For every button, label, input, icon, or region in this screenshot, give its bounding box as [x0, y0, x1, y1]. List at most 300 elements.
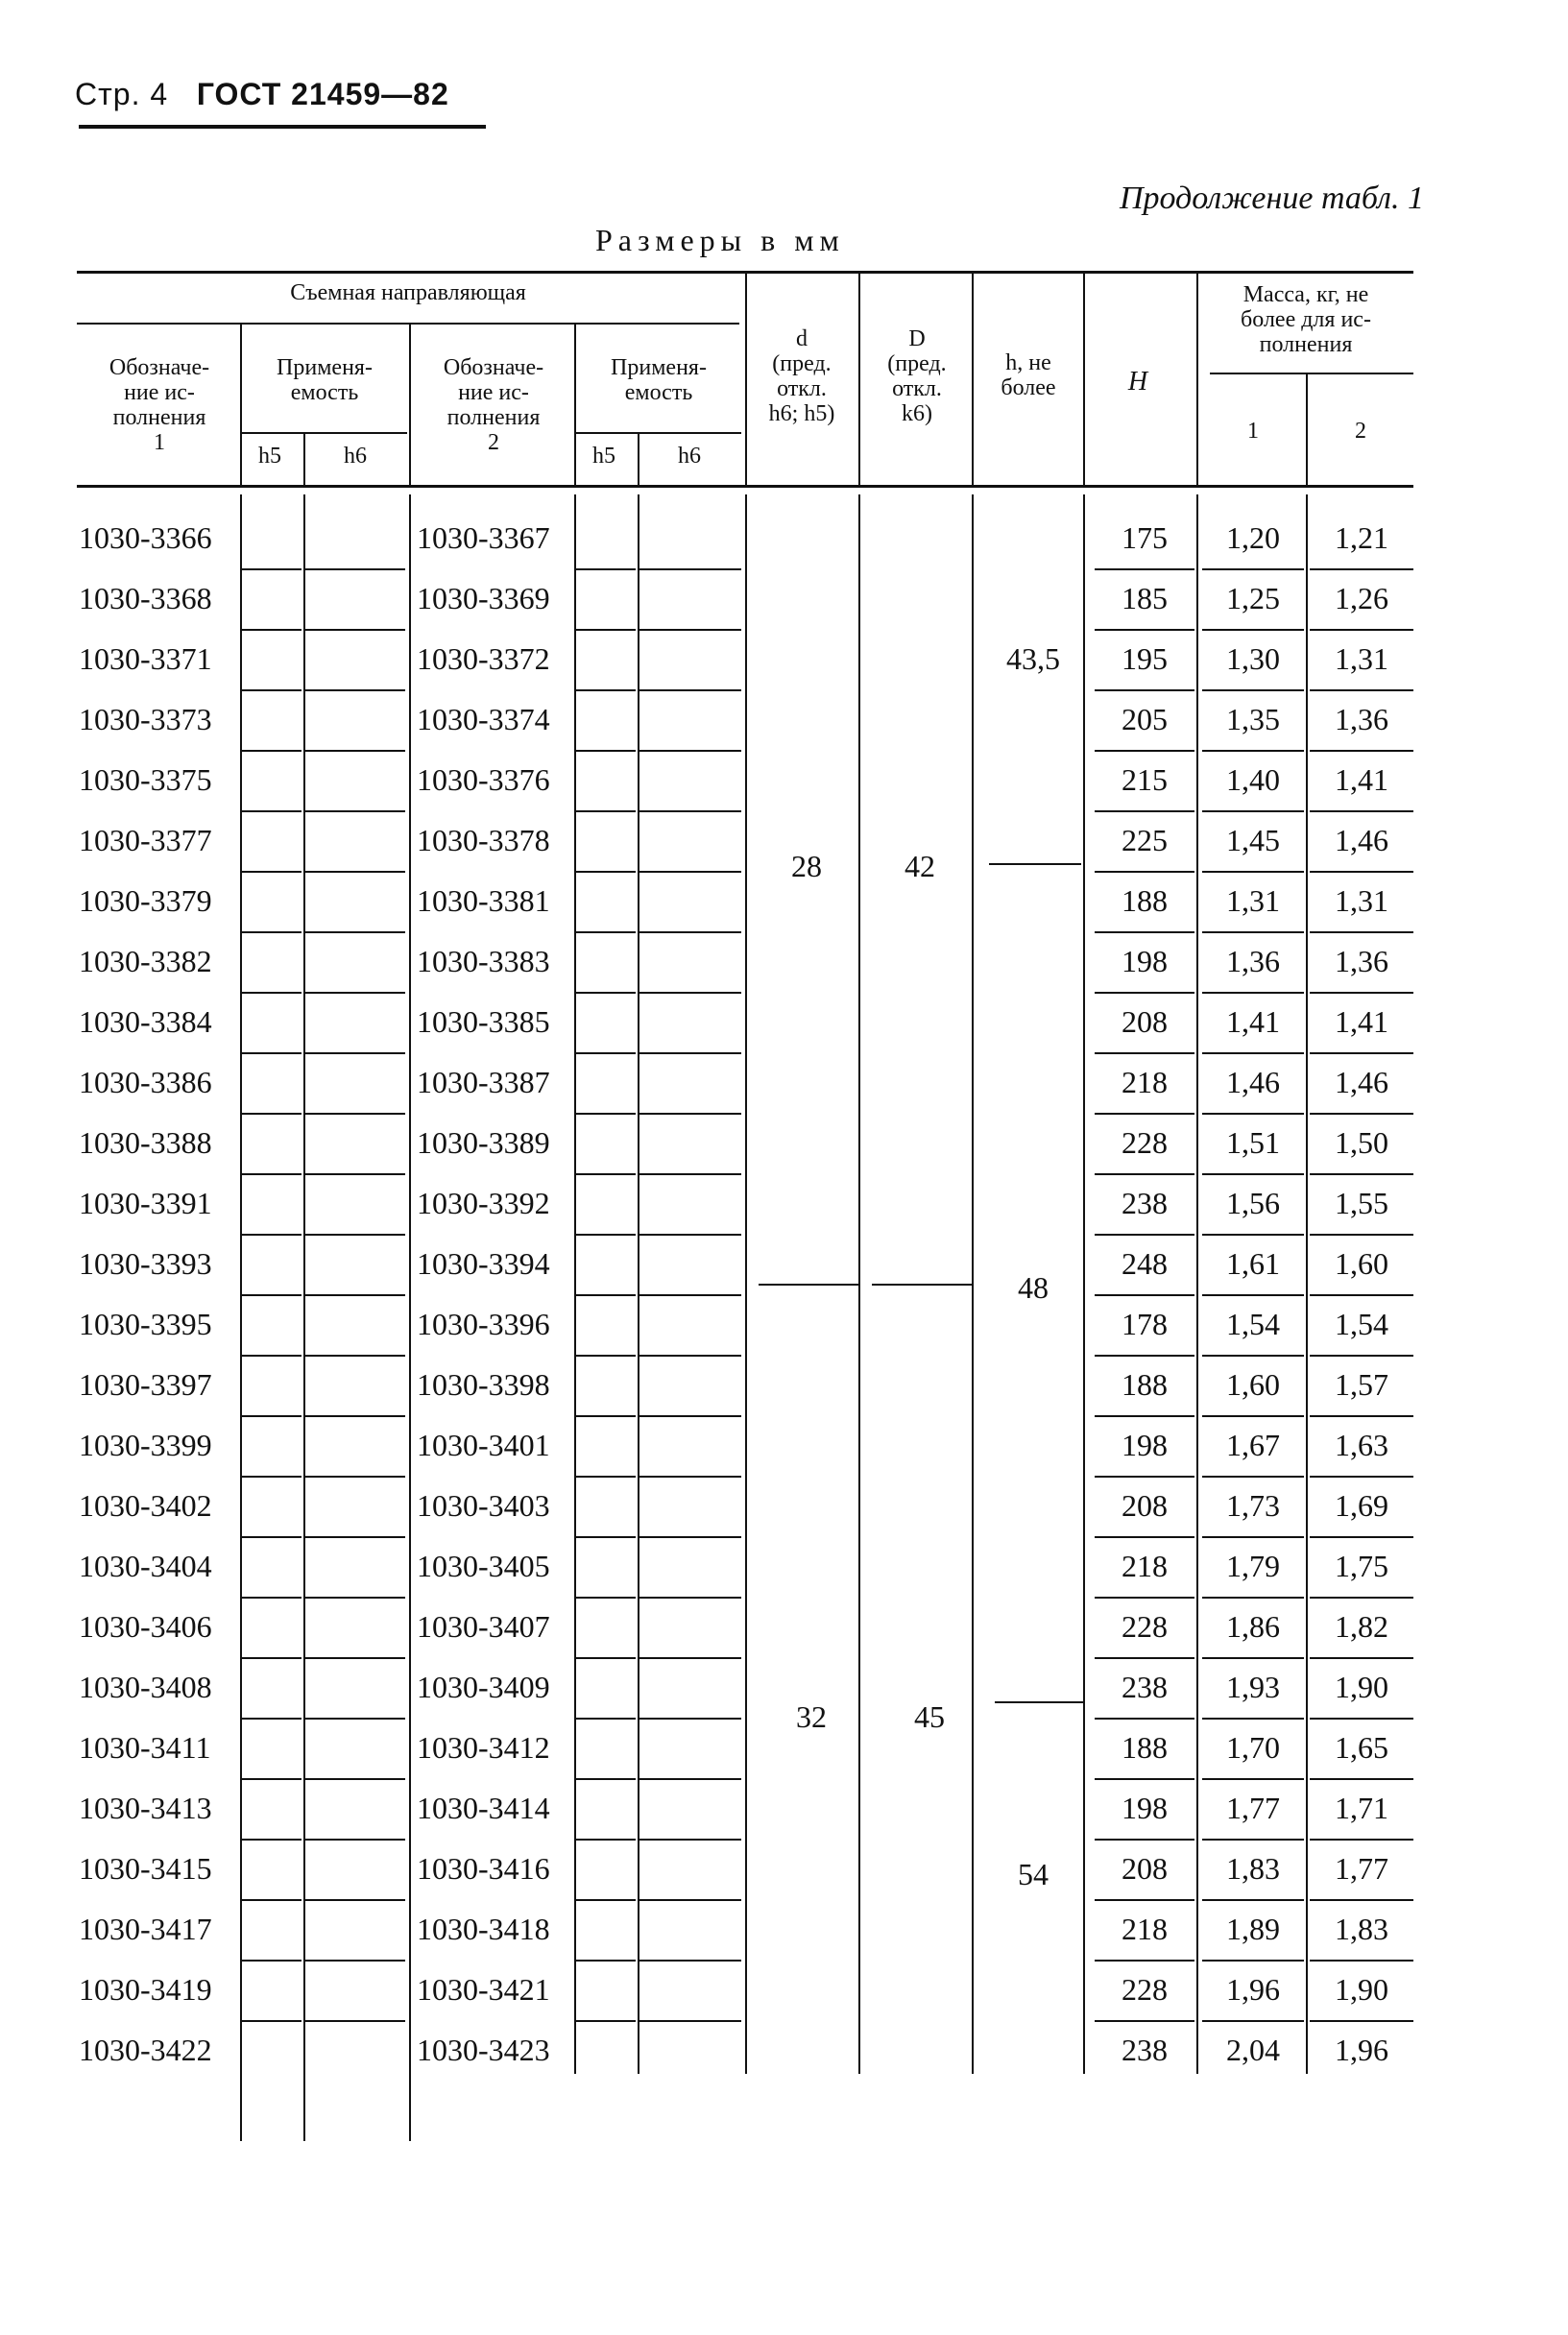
designation-2-cell: 1030-3385: [417, 1004, 550, 1039]
designation-2-cell: 1030-3421: [417, 1972, 550, 2007]
designation-1-cell: 1030-3399: [79, 1428, 212, 1462]
mass-1-cell: 1,60: [1226, 1367, 1280, 1402]
mass-1-cell: 1,73: [1226, 1488, 1280, 1523]
row-rule: [1095, 689, 1194, 691]
row-rule: [1310, 1234, 1413, 1236]
H-cell: 225: [1122, 823, 1168, 857]
row-rule: [1202, 1839, 1304, 1841]
row-rule: [1095, 871, 1194, 873]
row-rule: [305, 1718, 405, 1720]
row-rule: [305, 1536, 405, 1538]
mass-2-cell: 1,46: [1335, 823, 1388, 857]
d-group-separator: [759, 1284, 858, 1286]
H-cell: 195: [1122, 641, 1168, 676]
mass-2-cell: 1,36: [1335, 944, 1388, 978]
designation-1-cell: 1030-3408: [79, 1670, 212, 1704]
designation-2-cell: 1030-3423: [417, 2033, 550, 2067]
mass-2-cell: 1,41: [1335, 1004, 1388, 1039]
row-rule: [1202, 629, 1304, 631]
mass-2-cell: 1,63: [1335, 1428, 1388, 1462]
mass-1-cell: 1,36: [1226, 944, 1280, 978]
designation-2-cell: 1030-3392: [417, 1186, 550, 1220]
mass-subrule: [1210, 373, 1413, 374]
row-rule: [1095, 1960, 1194, 1962]
row-rule: [639, 1839, 741, 1841]
row-rule: [1202, 1536, 1304, 1538]
H-cell: 218: [1122, 1912, 1168, 1946]
mass-1-cell: 1,35: [1226, 702, 1280, 736]
row-rule: [305, 1778, 405, 1780]
designation-2-header: Обозначе- ние ис- полнения 2: [443, 355, 544, 455]
row-rule: [576, 810, 636, 812]
mass-1-cell: 1,96: [1226, 1972, 1280, 2007]
designation-1-cell: 1030-3379: [79, 883, 212, 918]
H-cell: 238: [1122, 1670, 1168, 1704]
row-rule: [1202, 1173, 1304, 1175]
row-rule: [305, 1476, 405, 1478]
designation-2-cell: 1030-3398: [417, 1367, 550, 1402]
row-rule: [1310, 1113, 1413, 1115]
d-header: d (пред. откл. h6; h5): [768, 326, 835, 426]
row-rule: [1202, 1355, 1304, 1357]
mass-1-cell: 1,56: [1226, 1186, 1280, 1220]
row-rule: [305, 992, 405, 994]
h-value-group-2: 48: [1018, 1270, 1049, 1305]
standard-number: ГОСТ 21459—82: [196, 77, 449, 111]
designation-1-cell: 1030-3393: [79, 1246, 212, 1281]
row-rule: [576, 992, 636, 994]
designation-1-cell: 1030-3404: [79, 1549, 212, 1583]
H-cell: 248: [1122, 1246, 1168, 1281]
H-cell: 188: [1122, 1730, 1168, 1765]
H-cell: 198: [1122, 944, 1168, 978]
row-rule: [1310, 931, 1413, 933]
row-rule: [1310, 1778, 1413, 1780]
designation-1-cell: 1030-3415: [79, 1851, 212, 1886]
row-rule: [242, 1052, 302, 1054]
row-rule: [576, 1899, 636, 1901]
row-rule: [639, 992, 741, 994]
row-rule: [242, 1899, 302, 1901]
row-rule: [1095, 1718, 1194, 1720]
h-group-separator-1: [989, 863, 1081, 865]
mass-1-cell: 1,89: [1226, 1912, 1280, 1946]
row-rule: [639, 1536, 741, 1538]
designation-1-cell: 1030-3391: [79, 1186, 212, 1220]
row-rule: [1202, 992, 1304, 994]
row-rule: [305, 1597, 405, 1599]
row-rule: [639, 1718, 741, 1720]
row-rule: [1310, 810, 1413, 812]
header-divider: [1196, 274, 1198, 485]
row-rule: [1310, 1415, 1413, 1417]
row-rule: [576, 1718, 636, 1720]
row-rule: [639, 750, 741, 752]
designation-2-cell: 1030-3409: [417, 1670, 550, 1704]
row-rule: [1310, 1294, 1413, 1296]
mass-1-cell: 1,93: [1226, 1670, 1280, 1704]
column-rule: [638, 494, 639, 2074]
row-rule: [639, 871, 741, 873]
row-rule: [242, 2020, 302, 2022]
row-rule: [1095, 1899, 1194, 1901]
row-rule: [1095, 1415, 1194, 1417]
h6-header-1: h6: [344, 444, 367, 469]
row-rule: [1095, 1355, 1194, 1357]
mass-2-cell: 1,46: [1335, 1065, 1388, 1099]
mass-2-cell: 1,50: [1335, 1125, 1388, 1160]
row-rule: [305, 1839, 405, 1841]
row-rule: [1310, 1597, 1413, 1599]
row-rule: [1095, 1113, 1194, 1115]
row-rule: [1202, 1294, 1304, 1296]
designation-1-cell: 1030-3419: [79, 1972, 212, 2007]
row-rule: [639, 931, 741, 933]
h-value-group-1: 43,5: [1006, 641, 1060, 676]
row-rule: [1310, 1839, 1413, 1841]
row-rule: [576, 1234, 636, 1236]
row-rule: [242, 931, 302, 933]
designation-2-cell: 1030-3396: [417, 1307, 550, 1341]
row-rule: [1310, 871, 1413, 873]
column-rule: [303, 494, 305, 2141]
row-rule: [305, 810, 405, 812]
mass-2-cell: 1,57: [1335, 1367, 1388, 1402]
mass-2-cell: 1,65: [1335, 1730, 1388, 1765]
row-rule: [1095, 1052, 1194, 1054]
row-rule: [1202, 1899, 1304, 1901]
mass-1-cell: 1,51: [1226, 1125, 1280, 1160]
row-rule: [576, 1052, 636, 1054]
designation-1-cell: 1030-3397: [79, 1367, 212, 1402]
row-rule: [1202, 1597, 1304, 1599]
group-title: Съемная направляющая: [290, 280, 526, 305]
row-rule: [1202, 1234, 1304, 1236]
row-rule: [1095, 1778, 1194, 1780]
mass-header: Масса, кг, не более для ис- полнения: [1241, 282, 1371, 357]
designation-2-cell: 1030-3372: [417, 641, 550, 676]
column-rule: [574, 494, 576, 2074]
row-rule: [576, 1476, 636, 1478]
H-cell: 205: [1122, 702, 1168, 736]
row-rule: [639, 629, 741, 631]
H-cell: 208: [1122, 1851, 1168, 1886]
mass-1-cell: 1,25: [1226, 581, 1280, 615]
mass-1-cell: 1,61: [1226, 1246, 1280, 1281]
row-rule: [1310, 568, 1413, 570]
designation-1-cell: 1030-3406: [79, 1609, 212, 1644]
designation-1-cell: 1030-3377: [79, 823, 212, 857]
applicability-1-header: Применя- емость: [277, 355, 373, 405]
mass-1-header: 1: [1247, 419, 1259, 444]
row-rule: [1095, 1657, 1194, 1659]
row-rule: [1310, 1657, 1413, 1659]
row-rule: [576, 1536, 636, 1538]
row-rule: [305, 1657, 405, 1659]
designation-1-cell: 1030-3382: [79, 944, 212, 978]
mass-1-cell: 1,40: [1226, 762, 1280, 797]
row-rule: [1202, 1415, 1304, 1417]
row-rule: [576, 1960, 636, 1962]
row-rule: [1202, 689, 1304, 691]
mass-1-cell: 1,41: [1226, 1004, 1280, 1039]
designation-2-cell: 1030-3367: [417, 520, 550, 555]
designation-1-cell: 1030-3413: [79, 1791, 212, 1825]
mass-1-cell: 1,45: [1226, 823, 1280, 857]
row-rule: [305, 689, 405, 691]
designation-1-cell: 1030-3386: [79, 1065, 212, 1099]
row-rule: [242, 1355, 302, 1357]
row-rule: [1095, 1234, 1194, 1236]
designation-1-cell: 1030-3388: [79, 1125, 212, 1160]
row-rule: [576, 871, 636, 873]
row-rule: [242, 750, 302, 752]
page-label: Стр. 4: [75, 77, 169, 111]
row-rule: [1202, 871, 1304, 873]
D-group-separator: [872, 1284, 972, 1286]
mass-1-cell: 1,77: [1226, 1791, 1280, 1825]
designation-1-cell: 1030-3395: [79, 1307, 212, 1341]
row-rule: [1095, 1597, 1194, 1599]
H-cell: 228: [1122, 1125, 1168, 1160]
h-value-group-3: 54: [1018, 1857, 1049, 1891]
row-rule: [639, 568, 741, 570]
column-rule: [858, 494, 860, 2074]
row-rule: [242, 1294, 302, 1296]
row-rule: [305, 568, 405, 570]
designation-1-cell: 1030-3402: [79, 1488, 212, 1523]
row-rule: [576, 689, 636, 691]
H-cell: 175: [1122, 520, 1168, 555]
row-rule: [1310, 1899, 1413, 1901]
row-rule: [305, 750, 405, 752]
row-rule: [639, 1597, 741, 1599]
D-value-group-2: 45: [914, 1699, 945, 1734]
designation-2-cell: 1030-3418: [417, 1912, 550, 1946]
mass-1-cell: 1,86: [1226, 1609, 1280, 1644]
designation-1-cell: 1030-3384: [79, 1004, 212, 1039]
row-rule: [1310, 1960, 1413, 1962]
mass-2-cell: 1,77: [1335, 1851, 1388, 1886]
designation-2-cell: 1030-3374: [417, 702, 550, 736]
row-rule: [1310, 1173, 1413, 1175]
d-value-group-2: 32: [796, 1699, 827, 1734]
group-rule: [77, 323, 739, 325]
mass-2-cell: 1,90: [1335, 1972, 1388, 2007]
row-rule: [305, 871, 405, 873]
h5-header-2: h5: [592, 444, 615, 469]
H-header: H: [1127, 367, 1148, 397]
D-value-group-1: 42: [905, 849, 935, 883]
row-rule: [1202, 1778, 1304, 1780]
H-cell: 178: [1122, 1307, 1168, 1341]
header-divider: [574, 325, 576, 485]
designation-2-cell: 1030-3369: [417, 581, 550, 615]
mass-2-cell: 1,36: [1335, 702, 1388, 736]
row-rule: [1202, 1960, 1304, 1962]
mass-1-cell: 1,83: [1226, 1851, 1280, 1886]
row-rule: [1095, 992, 1194, 994]
row-rule: [576, 2020, 636, 2022]
mass-1-cell: 1,70: [1226, 1730, 1280, 1765]
row-rule: [639, 1173, 741, 1175]
row-rule: [305, 1960, 405, 1962]
row-rule: [305, 1415, 405, 1417]
header-divider: [409, 325, 411, 485]
row-rule: [576, 629, 636, 631]
row-rule: [1095, 1536, 1194, 1538]
mass-2-cell: 1,90: [1335, 1670, 1388, 1704]
mass-2-cell: 1,26: [1335, 581, 1388, 615]
row-rule: [305, 629, 405, 631]
row-rule: [1095, 1839, 1194, 1841]
row-rule: [1095, 810, 1194, 812]
designation-1-cell: 1030-3371: [79, 641, 212, 676]
row-rule: [1310, 750, 1413, 752]
header-divider: [745, 274, 747, 485]
row-rule: [639, 1113, 741, 1115]
mass-1-cell: 2,04: [1226, 2033, 1280, 2067]
designation-2-cell: 1030-3381: [417, 883, 550, 918]
row-rule: [576, 1113, 636, 1115]
row-rule: [576, 931, 636, 933]
row-rule: [305, 931, 405, 933]
row-rule: [576, 1355, 636, 1357]
column-rule: [1306, 494, 1308, 2074]
mass-2-cell: 1,71: [1335, 1791, 1388, 1825]
header-divider: [1306, 374, 1308, 485]
row-rule: [1095, 629, 1194, 631]
row-rule: [305, 1355, 405, 1357]
h5-header-1: h5: [258, 444, 281, 469]
row-rule: [1095, 1173, 1194, 1175]
H-cell: 238: [1122, 1186, 1168, 1220]
row-rule: [1310, 1052, 1413, 1054]
H-cell: 208: [1122, 1488, 1168, 1523]
H-cell: 185: [1122, 581, 1168, 615]
mass-2-cell: 1,41: [1335, 762, 1388, 797]
row-rule: [639, 1476, 741, 1478]
designation-1-cell: 1030-3368: [79, 581, 212, 615]
row-rule: [1202, 568, 1304, 570]
row-rule: [242, 1718, 302, 1720]
H-cell: 188: [1122, 1367, 1168, 1402]
row-rule: [305, 1173, 405, 1175]
mass-2-cell: 1,60: [1335, 1246, 1388, 1281]
designation-1-cell: 1030-3375: [79, 762, 212, 797]
row-rule: [1095, 568, 1194, 570]
designation-1-cell: 1030-3366: [79, 520, 212, 555]
header-bottom-rule: [77, 485, 1413, 488]
mass-2-cell: 1,31: [1335, 883, 1388, 918]
row-rule: [576, 1415, 636, 1417]
header-divider: [638, 434, 639, 485]
row-rule: [1202, 1113, 1304, 1115]
row-rule: [242, 1597, 302, 1599]
H-cell: 215: [1122, 762, 1168, 797]
mass-2-cell: 1,82: [1335, 1609, 1388, 1644]
designation-2-cell: 1030-3383: [417, 944, 550, 978]
row-rule: [576, 1839, 636, 1841]
H-cell: 218: [1122, 1065, 1168, 1099]
row-rule: [639, 1657, 741, 1659]
H-cell: 188: [1122, 883, 1168, 918]
row-rule: [639, 1415, 741, 1417]
row-rule: [1310, 1718, 1413, 1720]
mass-2-cell: 1,54: [1335, 1307, 1388, 1341]
designation-2-cell: 1030-3389: [417, 1125, 550, 1160]
applicability-1-subrule: [242, 432, 407, 434]
row-rule: [305, 1234, 405, 1236]
row-rule: [639, 1778, 741, 1780]
row-rule: [576, 1657, 636, 1659]
designation-1-cell: 1030-3422: [79, 2033, 212, 2067]
row-rule: [242, 1173, 302, 1175]
mass-2-cell: 1,55: [1335, 1186, 1388, 1220]
designation-2-cell: 1030-3401: [417, 1428, 550, 1462]
row-rule: [639, 689, 741, 691]
units-note: Размеры в мм: [595, 223, 845, 257]
row-rule: [1095, 1476, 1194, 1478]
designation-1-cell: 1030-3373: [79, 702, 212, 736]
row-rule: [639, 1960, 741, 1962]
column-rule: [745, 494, 747, 2074]
H-cell: 198: [1122, 1791, 1168, 1825]
row-rule: [576, 1778, 636, 1780]
header-underline: [79, 125, 486, 129]
mass-1-cell: 1,46: [1226, 1065, 1280, 1099]
H-cell: 198: [1122, 1428, 1168, 1462]
designation-2-cell: 1030-3387: [417, 1065, 550, 1099]
header-divider: [858, 274, 860, 485]
mass-1-cell: 1,67: [1226, 1428, 1280, 1462]
row-rule: [1310, 1476, 1413, 1478]
row-rule: [242, 689, 302, 691]
mass-2-cell: 1,69: [1335, 1488, 1388, 1523]
designation-2-cell: 1030-3378: [417, 823, 550, 857]
designation-2-cell: 1030-3407: [417, 1609, 550, 1644]
mass-1-cell: 1,79: [1226, 1549, 1280, 1583]
row-rule: [1202, 2020, 1304, 2022]
applicability-2-subrule: [576, 432, 741, 434]
d-value-group-1: 28: [791, 849, 822, 883]
mass-2-cell: 1,83: [1335, 1912, 1388, 1946]
row-rule: [639, 1899, 741, 1901]
row-rule: [242, 992, 302, 994]
row-rule: [242, 871, 302, 873]
H-cell: 228: [1122, 1609, 1168, 1644]
h-group-separator-2: [995, 1701, 1083, 1703]
designation-2-cell: 1030-3394: [417, 1246, 550, 1281]
H-cell: 208: [1122, 1004, 1168, 1039]
page-header: [75, 77, 449, 112]
mass-2-cell: 1,21: [1335, 520, 1388, 555]
row-rule: [639, 1234, 741, 1236]
designation-2-cell: 1030-3405: [417, 1549, 550, 1583]
row-rule: [242, 1657, 302, 1659]
mass-1-cell: 1,31: [1226, 883, 1280, 918]
header-divider: [240, 325, 242, 485]
row-rule: [1202, 1657, 1304, 1659]
row-rule: [1310, 689, 1413, 691]
row-rule: [576, 1173, 636, 1175]
row-rule: [1310, 629, 1413, 631]
row-rule: [242, 1536, 302, 1538]
mass-1-cell: 1,30: [1226, 641, 1280, 676]
H-cell: 228: [1122, 1972, 1168, 2007]
row-rule: [1202, 810, 1304, 812]
row-rule: [305, 1052, 405, 1054]
